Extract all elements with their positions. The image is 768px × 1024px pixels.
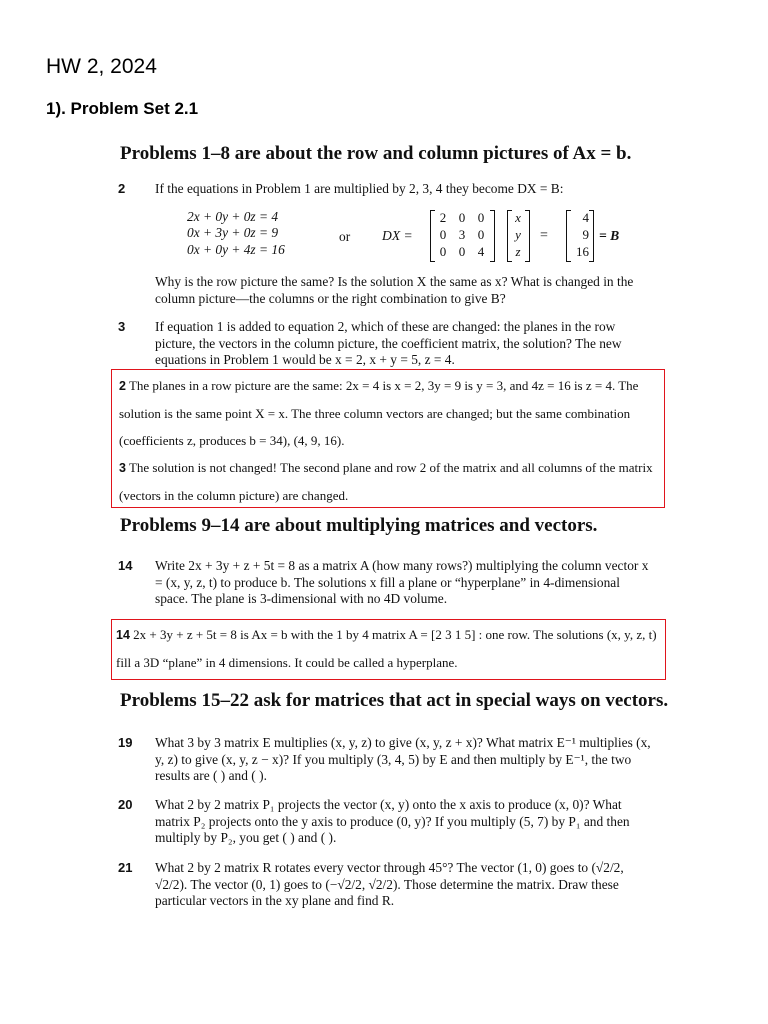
problem-text: What 2 by 2 matrix R rotates every vector through 45°? The vector (1, 0) goes to (√2/2, √2/2). The vector (0, 1) goes to (−√2/2, √2/2). Those determine the matrix. Draw these particular vectors in the xy plane and find R. — [155, 860, 624, 909]
answer-text: The planes in a row picture are the same: 2x = 4 is x = 2, 3y = 9 is y = 3, and 4z = 16 is z = 4. The solution is the same point X = x. The three column vectors are changed; but the same combination (coefficients z, produces b = 34), (4, 9, 16). — [119, 378, 639, 448]
answer-text: The solution is not changed! The second plane and row 2 of the matrix and all columns of the matrix (vectors in the column picture) are changed. — [119, 460, 653, 503]
vector-cell: y — [515, 227, 521, 242]
vector-cell: 9 — [582, 227, 589, 242]
problem-number: 21 — [118, 860, 133, 875]
answer-box-14 — [111, 619, 666, 680]
matrix-cell: 0 — [458, 210, 466, 225]
matrix-cell: 3 — [458, 227, 466, 242]
vector-right-bracket — [525, 210, 530, 262]
problem-text: If the equations in Problem 1 are multiplied by 2, 3, 4 they become DX = B: — [155, 181, 564, 196]
matrix-right-bracket — [490, 210, 495, 262]
answer-3 — [119, 454, 660, 509]
or-word: or — [339, 229, 351, 244]
problem-text: What 3 by 3 matrix E multiplies (x, y, z) to give (x, y, z + x)? What matrix E⁻¹ multiplies (x, y, z) to give (x, y, z − x)? If you multiply (3, 4, 5) by E and then multiply by E⁻¹, the two results are ( ) and ( ). — [155, 735, 651, 784]
matrix-cell: 0 — [458, 244, 466, 259]
rhs-label: = B — [599, 228, 620, 243]
matrix-cell: 2 — [439, 210, 447, 225]
problem-number: 2 — [118, 181, 126, 196]
answer-text: 2x + 3y + z + 5t = 8 is Ax = b with the 1 by 4 matrix A = [2 3 1 5] : one row. The solutions (x, y, z, t) fill a 3D “plane” in 4 dimensions. It could be called a hyperplane. — [116, 627, 657, 670]
equation-system — [187, 209, 285, 258]
heading-problems-9-14: Problems 9–14 are about multiplying matrices and vectors. — [120, 515, 598, 536]
vector-right-bracket — [589, 210, 594, 262]
matrix-cell: 0 — [477, 227, 485, 242]
vector-cell: 4 — [582, 210, 589, 225]
answer-box-2-3 — [111, 369, 665, 508]
problem-text: Why is the row picture the same? Is the solution X the same as x? What is changed in the column picture—the columns or the right combination to give B? — [155, 274, 634, 306]
heading-problems-1-8: Problems 1–8 are about the row and column pictures of Ax = b. — [120, 143, 632, 164]
answer-number: 3 — [119, 461, 126, 475]
section-title: 1). Problem Set 2.1 — [46, 99, 199, 118]
equals-sign: = — [540, 228, 548, 243]
vector-cell: 16 — [576, 244, 589, 259]
problem-number: 14 — [118, 558, 133, 573]
problem-text: Write 2x + 3y + z + 5t = 8 as a matrix A (how many rows?) multiplying the column vector x = (x, y, z, t) to produce b. The solutions x fill a plane or “hyperplane” in 4-dimensional space. The plane is 3-dimensional with no 4D volume. — [155, 558, 649, 607]
answer-2 — [119, 372, 660, 454]
vector-left-bracket — [566, 210, 571, 262]
equation-line: 0x + 0y + 4z = 16 — [187, 241, 285, 257]
vector-cell: z — [515, 244, 521, 259]
dx-label: DX = — [382, 228, 413, 243]
problem-number: 3 — [118, 319, 126, 334]
problem-text: If equation 1 is added to equation 2, which of these are changed: the planes in the row picture, the vectors in the column picture, the coefficient matrix, the solution? The new equations in Problem 1 would be x = 2, x + y = 5, z = 4. — [155, 319, 622, 368]
matrix-cell: 4 — [477, 244, 485, 259]
answer-14 — [116, 621, 661, 676]
problem-number: 19 — [118, 735, 133, 750]
matrix-cell: 0 — [439, 227, 447, 242]
answer-number: 14 — [116, 628, 130, 642]
problem-text: What 2 by 2 matrix P₁ projects the vector (x, y) onto the x axis to produce (x, 0)? What matrix P₂ projects onto the y axis to produce (0, y)? If you multiply (5, 7) by P₁ and then multiply by P₂, you get ( ) and ( ). — [155, 797, 630, 846]
equation-line: 2x + 0y + 0z = 4 — [187, 209, 279, 224]
document-title: HW 2, 2024 — [46, 55, 157, 78]
matrix-cell: 0 — [477, 210, 485, 225]
equation-line: 0x + 3y + 0z = 9 — [187, 225, 279, 241]
vector-cell: x — [515, 210, 521, 225]
matrix-left-bracket — [430, 210, 435, 262]
problem-number: 20 — [118, 797, 133, 812]
heading-problems-15-22: Problems 15–22 ask for matrices that act in special ways on vectors. — [120, 690, 669, 711]
matrix-cell: 0 — [439, 244, 447, 259]
answer-number: 2 — [119, 379, 126, 393]
